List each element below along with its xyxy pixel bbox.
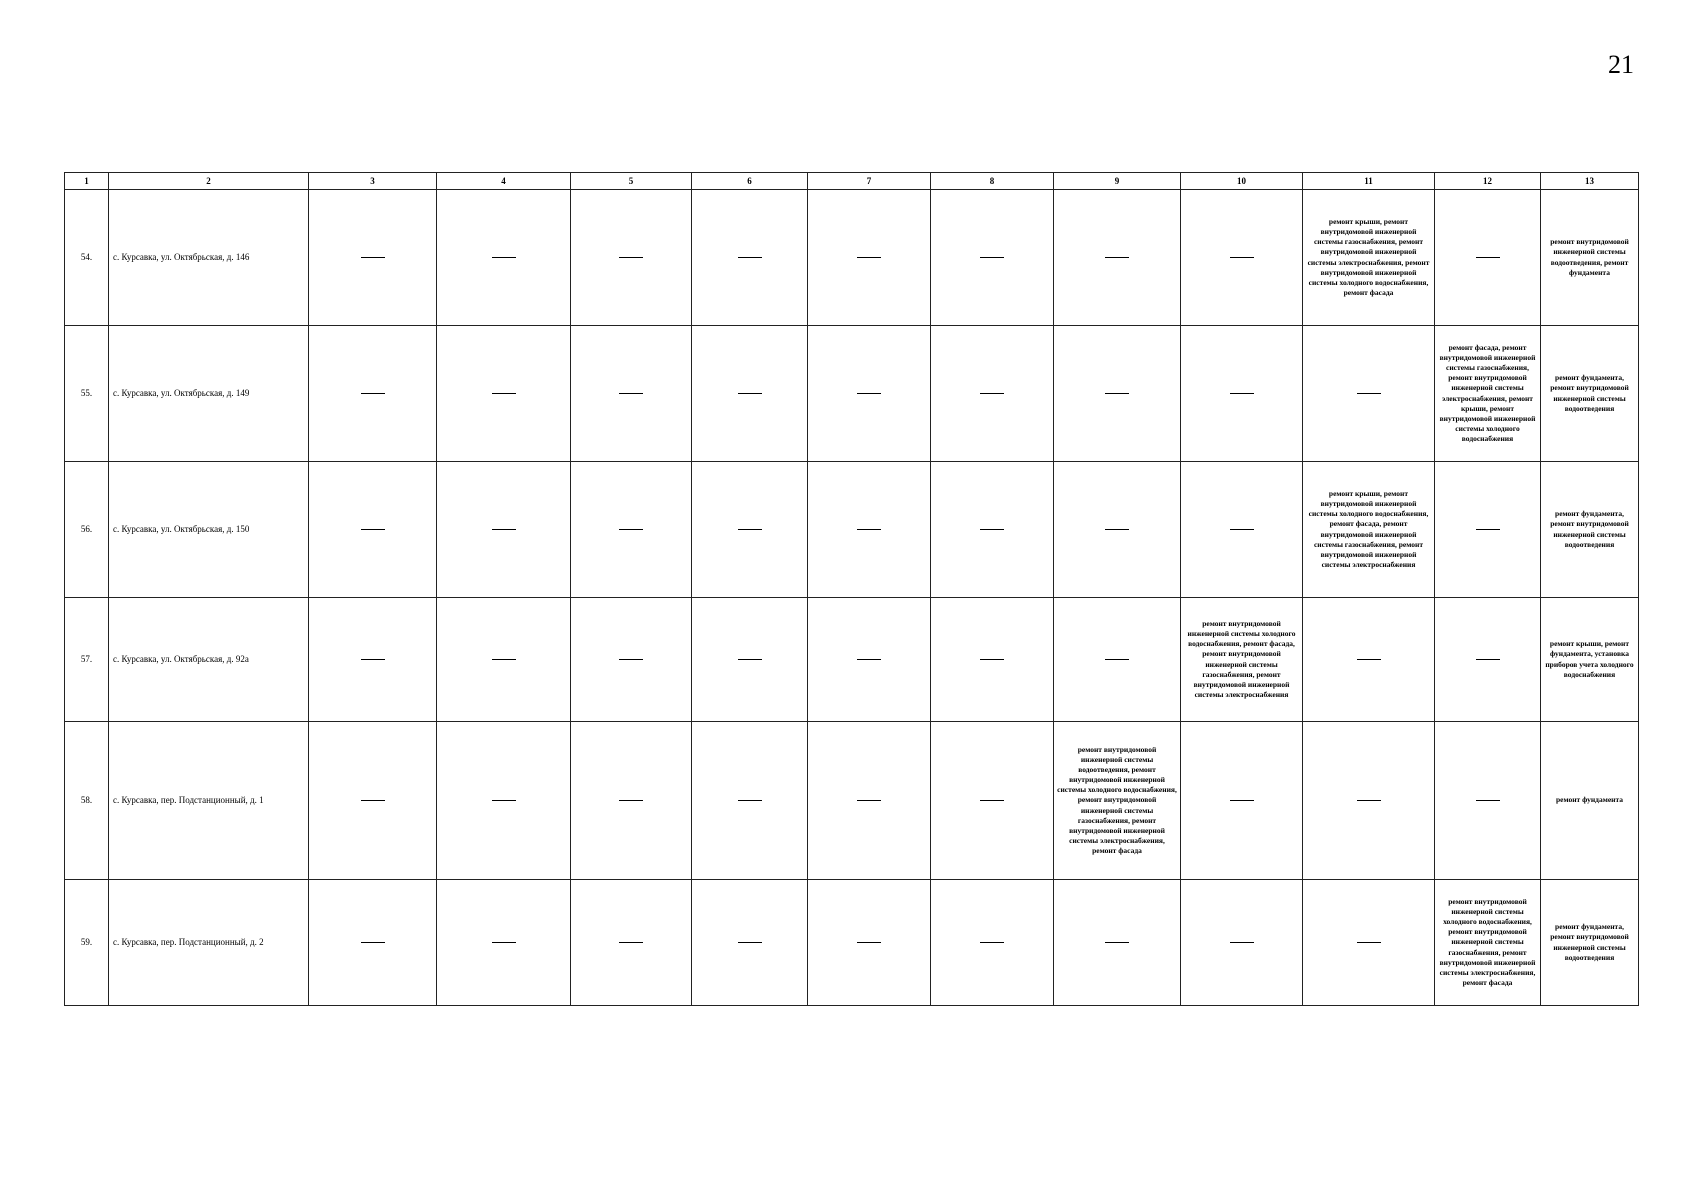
work-description-cell: ремонт внутридомовой инженерной системы холодного водоснабжения, ремонт фасада, ремонт внутридомовой инженерной системы газоснабжения, ремонт внутридомовой инженерной системы электроснабжения (1181, 598, 1303, 722)
dash-mark (492, 257, 516, 258)
column-header: 11 (1303, 173, 1435, 190)
empty-cell (692, 190, 808, 326)
table-row (65, 462, 1639, 598)
address-cell: с. Курсавка, ул. Октябрьская, д. 92а (109, 598, 309, 722)
work-description-cell: ремонт фундамента, ремонт внутридомовой инженерной системы водоотведения (1541, 326, 1639, 462)
dash-mark (738, 257, 762, 258)
dash-mark (619, 393, 643, 394)
empty-cell (1181, 190, 1303, 326)
empty-cell (309, 598, 437, 722)
empty-cell (808, 598, 931, 722)
dash-mark (361, 529, 385, 530)
work-description-cell: ремонт фундамента (1541, 722, 1639, 880)
column-header: 6 (692, 173, 808, 190)
column-header: 10 (1181, 173, 1303, 190)
work-description-cell: ремонт внутридомовой инженерной системы водоотведения, ремонт внутридомовой инженерной системы холодного водоснабжения, ремонт внутридомовой инженерной системы газоснабжения, ремонт внутридомовой инженерной системы электроснабжения, ремонт фасада (1054, 722, 1181, 880)
work-description-cell: ремонт фундамента, ремонт внутридомовой инженерной системы водоотведения (1541, 880, 1639, 1006)
table-row (65, 722, 1639, 880)
empty-cell (692, 462, 808, 598)
dash-mark (980, 942, 1004, 943)
work-description-cell: ремонт внутридомовой инженерной системы холодного водоснабжения, ремонт внутридомовой инженерной системы газоснабжения, ремонт внутридомовой инженерной системы электроснабжения, ремонт фасада (1435, 880, 1541, 1006)
empty-cell (1303, 326, 1435, 462)
dash-mark (1230, 529, 1254, 530)
dash-mark (361, 257, 385, 258)
dash-mark (980, 659, 1004, 660)
dash-mark (738, 393, 762, 394)
empty-cell (571, 880, 692, 1006)
column-header: 2 (109, 173, 309, 190)
column-header: 1 (65, 173, 109, 190)
empty-cell (931, 326, 1054, 462)
dash-mark (857, 257, 881, 258)
dash-mark (980, 529, 1004, 530)
empty-cell (1435, 598, 1541, 722)
table-header-row (65, 173, 1639, 190)
empty-cell (931, 880, 1054, 1006)
address-cell: с. Курсавка, пер. Подстанционный, д. 1 (109, 722, 309, 880)
address-cell: с. Курсавка, ул. Октябрьская, д. 150 (109, 462, 309, 598)
dash-mark (1357, 800, 1381, 801)
column-header: 13 (1541, 173, 1639, 190)
dash-mark (361, 942, 385, 943)
empty-cell (1435, 190, 1541, 326)
empty-cell (931, 722, 1054, 880)
empty-cell (1181, 326, 1303, 462)
dash-mark (1357, 659, 1381, 660)
dash-mark (1230, 942, 1254, 943)
dash-mark (1476, 659, 1500, 660)
dash-mark (1230, 800, 1254, 801)
column-header: 5 (571, 173, 692, 190)
empty-cell (437, 462, 571, 598)
address-cell: с. Курсавка, пер. Подстанционный, д. 2 (109, 880, 309, 1006)
dash-mark (1476, 257, 1500, 258)
dash-mark (1230, 393, 1254, 394)
empty-cell (692, 880, 808, 1006)
address-cell: с. Курсавка, ул. Октябрьская, д. 149 (109, 326, 309, 462)
empty-cell (437, 326, 571, 462)
empty-cell (1435, 722, 1541, 880)
dash-mark (361, 393, 385, 394)
dash-mark (1476, 529, 1500, 530)
work-description-cell: ремонт крыши, ремонт фундамента, установка приборов учета холодного водоснабжения (1541, 598, 1639, 722)
dash-mark (738, 942, 762, 943)
empty-cell (808, 722, 931, 880)
dash-mark (738, 529, 762, 530)
empty-cell (931, 462, 1054, 598)
empty-cell (571, 598, 692, 722)
column-header: 3 (309, 173, 437, 190)
dash-mark (492, 529, 516, 530)
page-number: 21 (1608, 50, 1634, 79)
column-header: 12 (1435, 173, 1541, 190)
empty-cell (309, 190, 437, 326)
dash-mark (1105, 393, 1129, 394)
empty-cell (931, 190, 1054, 326)
empty-cell (437, 190, 571, 326)
dash-mark (857, 529, 881, 530)
row-number: 56. (65, 462, 109, 598)
empty-cell (309, 462, 437, 598)
empty-cell (437, 722, 571, 880)
row-number: 58. (65, 722, 109, 880)
empty-cell (692, 326, 808, 462)
row-number: 57. (65, 598, 109, 722)
column-header: 9 (1054, 173, 1181, 190)
empty-cell (437, 880, 571, 1006)
empty-cell (808, 190, 931, 326)
empty-cell (692, 598, 808, 722)
repair-schedule-table (64, 172, 1639, 1006)
empty-cell (808, 326, 931, 462)
empty-cell (309, 880, 437, 1006)
dash-mark (1357, 942, 1381, 943)
dash-mark (1105, 257, 1129, 258)
dash-mark (619, 942, 643, 943)
dash-mark (361, 659, 385, 660)
column-header: 4 (437, 173, 571, 190)
table-row (65, 190, 1639, 326)
dash-mark (619, 257, 643, 258)
empty-cell (437, 598, 571, 722)
empty-cell (1303, 880, 1435, 1006)
empty-cell (1181, 462, 1303, 598)
dash-mark (980, 393, 1004, 394)
empty-cell (571, 190, 692, 326)
empty-cell (1181, 722, 1303, 880)
row-number: 59. (65, 880, 109, 1006)
dash-mark (492, 942, 516, 943)
row-number: 55. (65, 326, 109, 462)
empty-cell (1303, 598, 1435, 722)
table-row (65, 598, 1639, 722)
dash-mark (492, 393, 516, 394)
dash-mark (857, 942, 881, 943)
empty-cell (1054, 598, 1181, 722)
empty-cell (309, 326, 437, 462)
dash-mark (1476, 800, 1500, 801)
empty-cell (1435, 462, 1541, 598)
dash-mark (980, 257, 1004, 258)
work-description-cell: ремонт фасада, ремонт внутридомовой инженерной системы газоснабжения, ремонт внутридомовой инженерной системы электроснабжения, ремонт крыши, ремонт внутридомовой инженерной системы холодного водоснабжения (1435, 326, 1541, 462)
dash-mark (492, 659, 516, 660)
dash-mark (857, 800, 881, 801)
empty-cell (1054, 462, 1181, 598)
dash-mark (738, 659, 762, 660)
dash-mark (738, 800, 762, 801)
dash-mark (619, 529, 643, 530)
empty-cell (1181, 880, 1303, 1006)
dash-mark (857, 393, 881, 394)
work-description-cell: ремонт крыши, ремонт внутридомовой инженерной системы холодного водоснабжения, ремонт фасада, ремонт внутридомовой инженерной системы газоснабжения, ремонт внутридомовой инженерной системы электроснабжения (1303, 462, 1435, 598)
empty-cell (571, 326, 692, 462)
dash-mark (619, 800, 643, 801)
column-header: 8 (931, 173, 1054, 190)
empty-cell (309, 722, 437, 880)
table-row (65, 880, 1639, 1006)
dash-mark (361, 800, 385, 801)
dash-mark (1105, 659, 1129, 660)
empty-cell (808, 462, 931, 598)
address-cell: с. Курсавка, ул. Октябрьская, д. 146 (109, 190, 309, 326)
column-header: 7 (808, 173, 931, 190)
row-number: 54. (65, 190, 109, 326)
dash-mark (1105, 529, 1129, 530)
empty-cell (808, 880, 931, 1006)
empty-cell (692, 722, 808, 880)
dash-mark (857, 659, 881, 660)
dash-mark (492, 800, 516, 801)
work-description-cell: ремонт фундамента, ремонт внутридомовой инженерной системы водоотведения (1541, 462, 1639, 598)
empty-cell (1054, 190, 1181, 326)
work-description-cell: ремонт внутридомовой инженерной системы водоотведения, ремонт фундамента (1541, 190, 1639, 326)
empty-cell (1303, 722, 1435, 880)
dash-mark (1357, 393, 1381, 394)
dash-mark (1105, 942, 1129, 943)
dash-mark (1230, 257, 1254, 258)
work-description-cell: ремонт крыши, ремонт внутридомовой инженерной системы газоснабжения, ремонт внутридомовой инженерной системы электроснабжения, ремонт внутридомовой инженерной системы холодного водоснабжения, ремонт фасада (1303, 190, 1435, 326)
table-row (65, 326, 1639, 462)
dash-mark (980, 800, 1004, 801)
empty-cell (571, 462, 692, 598)
empty-cell (1054, 880, 1181, 1006)
empty-cell (1054, 326, 1181, 462)
dash-mark (619, 659, 643, 660)
empty-cell (571, 722, 692, 880)
empty-cell (931, 598, 1054, 722)
